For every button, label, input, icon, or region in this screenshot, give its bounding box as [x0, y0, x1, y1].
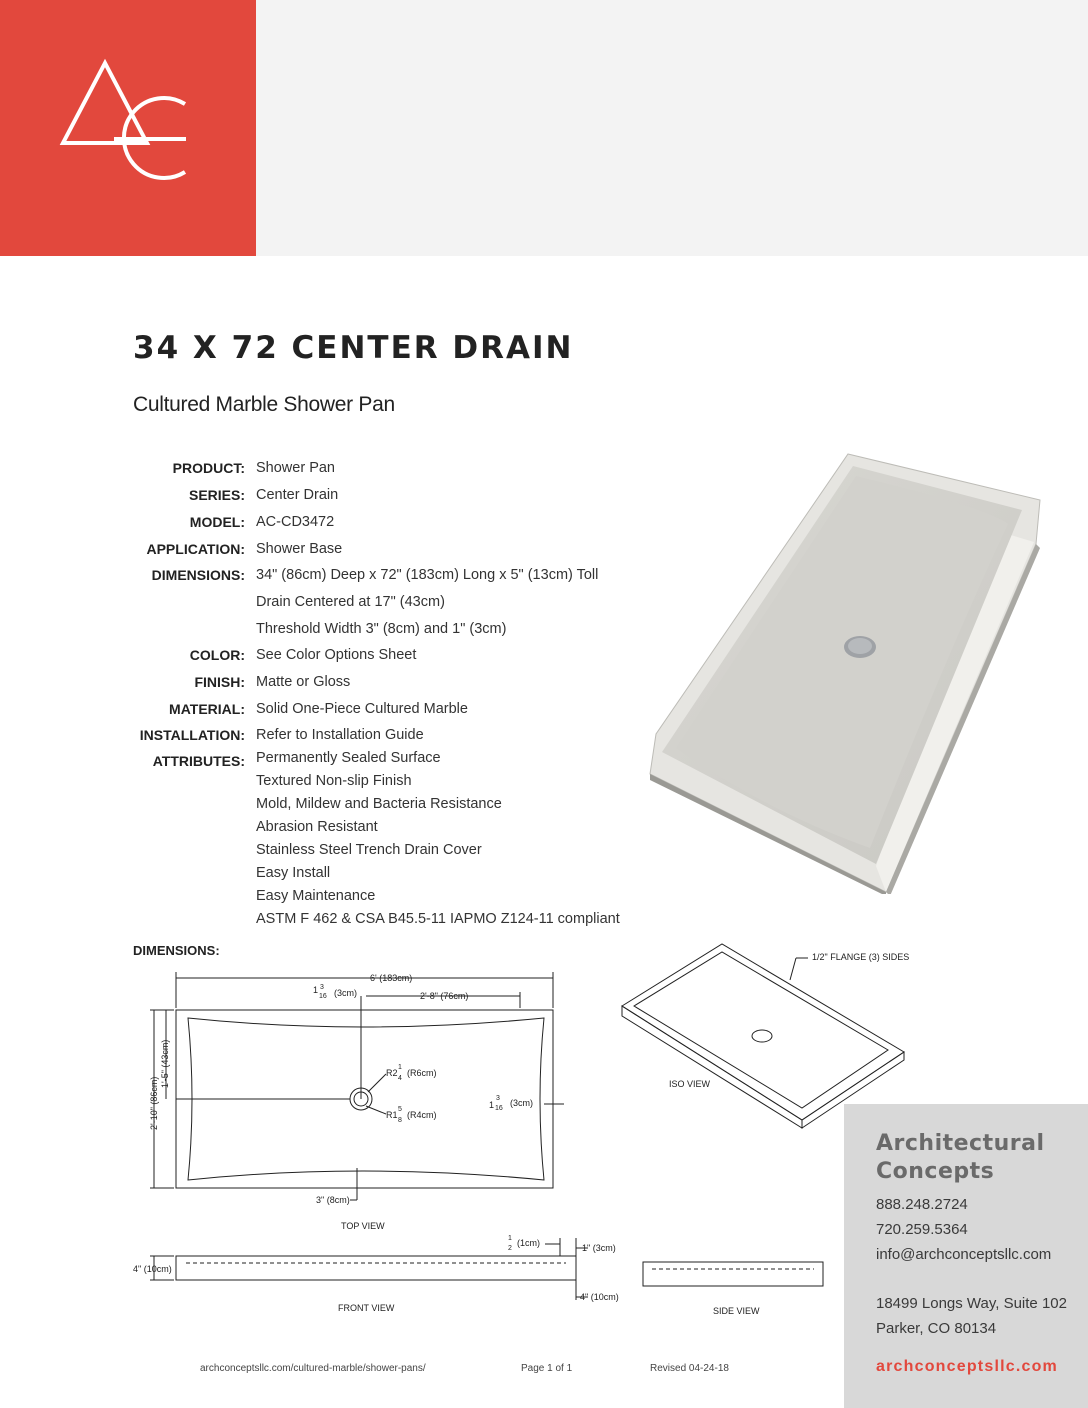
spec-value: Refer to Installation Guide [256, 727, 424, 743]
spec-label: MATERIAL: [169, 701, 245, 717]
spec-label: ATTRIBUTES: [152, 753, 245, 769]
product-photo [648, 452, 1042, 894]
front-height-label: 4" (10cm) [133, 1264, 172, 1274]
front-half-den: 2 [508, 1245, 512, 1252]
spec-label: APPLICATION: [146, 541, 245, 557]
website-link[interactable]: archconceptsllc.com [876, 1358, 1058, 1375]
r-inner-cm: (R4cm) [407, 1110, 437, 1120]
spec-value: Permanently Sealed Surface [256, 750, 441, 766]
spec-value: Easy Install [256, 865, 331, 881]
address-line-2: Parker, CO 80134 [876, 1320, 997, 1337]
drain-center-label: 1'-5" (43cm) [160, 1039, 170, 1088]
spec-value: Easy Maintenance [256, 888, 376, 904]
r-inner-den: 8 [398, 1117, 402, 1124]
spec-value: Threshold Width 3" (8cm) and 1" (3cm) [256, 621, 507, 637]
top-view-label: TOP VIEW [341, 1221, 385, 1231]
offset-left-cm: (3cm) [334, 988, 357, 998]
page-title: 34 X 72 CENTER DRAIN [133, 330, 574, 366]
spec-label: INSTALLATION: [139, 727, 245, 743]
offset-right-den: 16 [495, 1105, 503, 1112]
spec-value: Shower Base [256, 541, 343, 557]
front-top-step: 1" (3cm) [582, 1243, 616, 1253]
r-outer-cm: (R6cm) [407, 1068, 437, 1078]
spec-value: Center Drain [256, 487, 339, 503]
side-view-outline [643, 1262, 823, 1286]
offset-left-den: 16 [319, 993, 327, 1000]
dimensions-heading: DIMENSIONS: [133, 943, 220, 958]
spec-label: DIMENSIONS: [151, 567, 245, 583]
address-line-1: 18499 Longs Way, Suite 102 [876, 1295, 1067, 1312]
email-link[interactable]: info@archconceptsllc.com [876, 1246, 1052, 1263]
offset-right-num: 3 [496, 1095, 500, 1102]
offset-right-cm: (3cm) [510, 1098, 533, 1108]
r-inner-num: 5 [398, 1106, 402, 1113]
phone-1[interactable]: 888.248.2724 [876, 1196, 968, 1213]
spec-value: Textured Non-slip Finish [256, 773, 412, 789]
front-bottom-step: 4" (10cm) [580, 1292, 619, 1302]
r-inner-pre: R1 [386, 1110, 398, 1120]
company-name: Architectural Concepts [876, 1131, 1045, 1184]
offset-left-whole: 1 [313, 985, 319, 995]
r-outer-pre: R2 [386, 1068, 398, 1078]
flange-label: 1/2" FLANGE (3) SIDES [812, 952, 910, 962]
spec-label: SERIES: [188, 487, 245, 503]
span-label: 2'-8" (76cm) [420, 991, 469, 1001]
spec-value: ASTM F 462 & CSA B45.5-11 IAPMO Z124-11 compliant [256, 911, 620, 927]
page-subtitle: Cultured Marble Shower Pan [133, 393, 395, 416]
spec-label: MODEL: [189, 514, 245, 530]
spec-value: Solid One-Piece Cultured Marble [256, 701, 468, 717]
offset-right-whole: 1 [489, 1100, 495, 1110]
spec-value: Abrasion Resistant [256, 819, 378, 835]
technical-drawings [118, 940, 928, 1320]
footer-page: Page 1 of 1 [521, 1363, 573, 1374]
overall-length-label: 6' (183cm) [370, 973, 413, 983]
spec-label: FINISH: [194, 674, 245, 690]
spec-value: 34" (86cm) Deep x 72" (183cm) Long x 5" (13cm) Toll [256, 567, 599, 583]
ac-monogram-icon [0, 0, 256, 256]
spec-value: See Color Options Sheet [256, 647, 417, 663]
spec-value: Shower Pan [256, 460, 335, 476]
iso-view-label: ISO VIEW [669, 1079, 711, 1089]
front-half-cm: (1cm) [517, 1238, 540, 1248]
logo-block [0, 0, 256, 256]
depth-label: 2'-10" (86cm) [149, 1076, 159, 1130]
spec-value: Mold, Mildew and Bacteria Resistance [256, 796, 502, 812]
threshold-label: 3" (8cm) [316, 1195, 350, 1205]
iso-view-outline [622, 944, 904, 1120]
r-outer-num: 1 [398, 1064, 402, 1071]
footer-url[interactable]: archconceptsllc.com/cultured-marble/shower-pans/ [200, 1363, 426, 1374]
footer-revised: Revised 04-24-18 [650, 1363, 729, 1374]
spec-label: COLOR: [189, 647, 245, 663]
spec-value: Stainless Steel Trench Drain Cover [256, 842, 482, 858]
front-view-label: FRONT VIEW [338, 1303, 395, 1313]
spec-value: Matte or Gloss [256, 674, 351, 690]
spec-value: AC-CD3472 [256, 514, 335, 530]
spec-label: PRODUCT: [172, 460, 245, 476]
offset-left-num: 3 [320, 984, 324, 991]
front-half-num: 1 [508, 1235, 512, 1242]
front-view-outline [176, 1256, 576, 1280]
spec-value: Drain Centered at 17" (43cm) [256, 594, 445, 610]
r-outer-den: 4 [398, 1075, 402, 1082]
phone-2[interactable]: 720.259.5364 [876, 1221, 968, 1238]
side-view-label: SIDE VIEW [713, 1306, 760, 1316]
